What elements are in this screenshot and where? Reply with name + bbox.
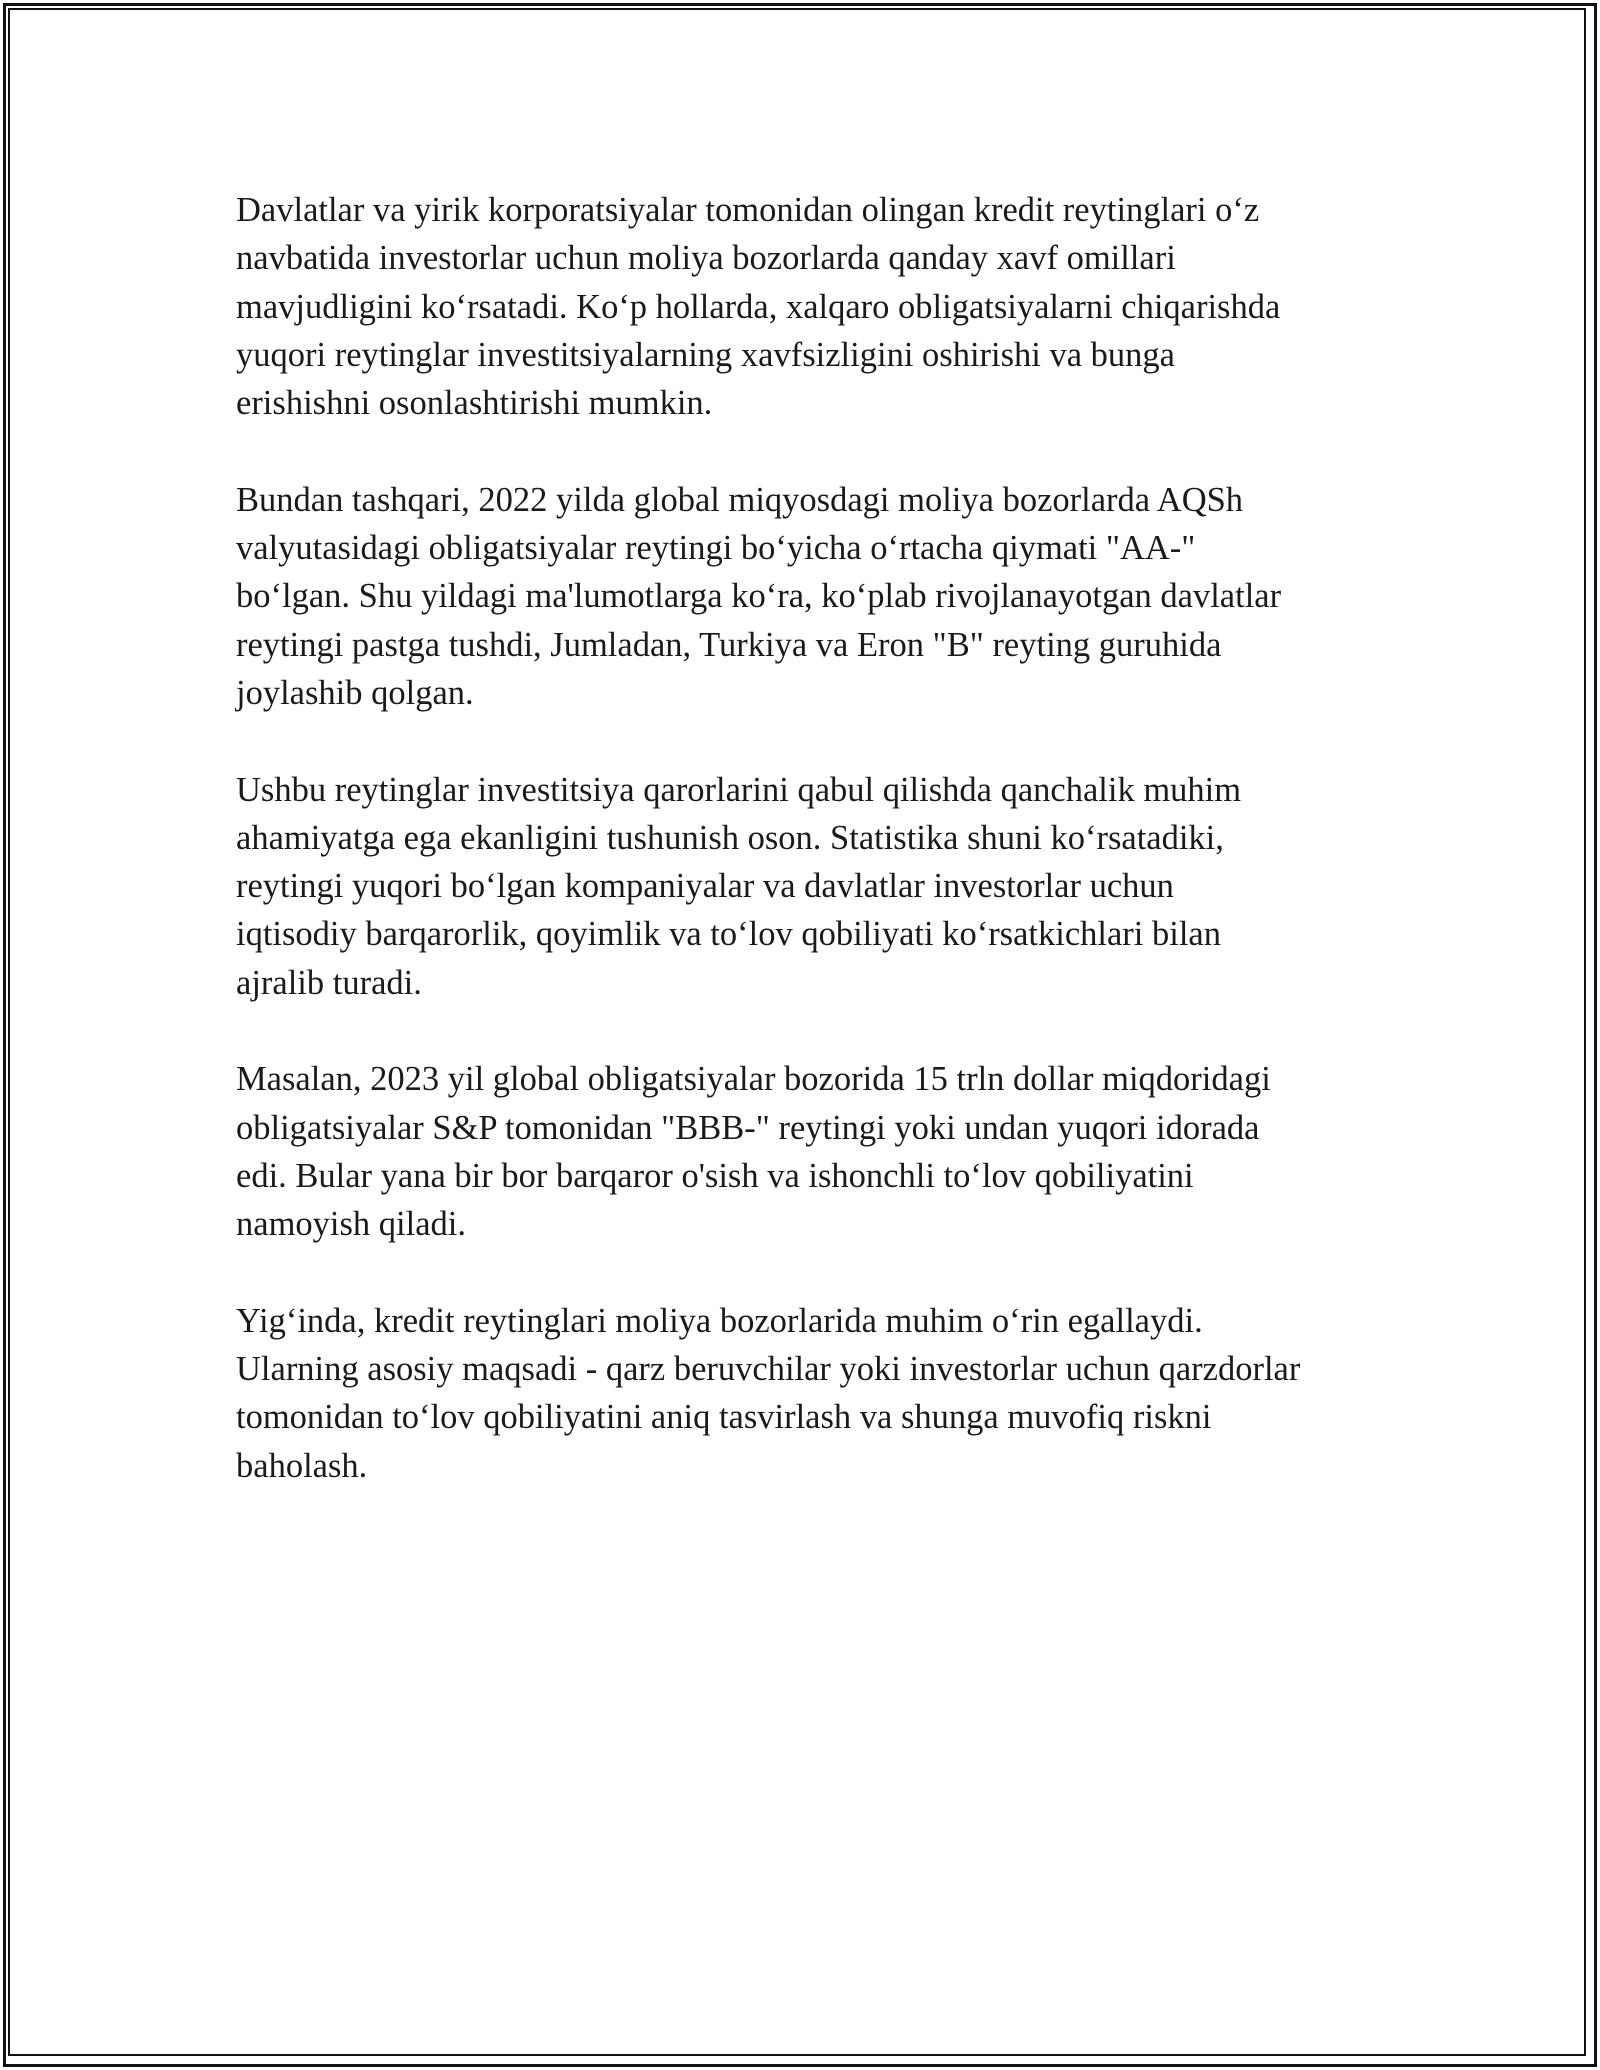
paragraph-3: Ushbu reytinglar investitsiya qarorlarini qabul qilishda qanchalik muhim ahamiyatga ega ekanligini tushunish oson. Statistika shuni ko‘rsatadiki, reytingi yuqori bo‘lgan kompaniyalar va davlatlar investorlar uchun iqtisodiy barqarorlik, qoyimlik va to‘lov qobiliyati ko‘rsatkichlari bilan ajralib turadi. xyxy=(236,770,1242,1002)
document-body xyxy=(236,186,1406,1538)
paragraph-4: Masalan, 2023 yil global obligatsiyalar bozorida 15 trln dollar miqdoridagi obligatsiyalar S&P tomonidan "BBB-" reytingi yoki undan yuqori idorada edi. Bular yana bir bor barqaror o'sish va ishonchli to‘lov qobiliyatini namoyish qiladi. xyxy=(236,1060,1271,1244)
paragraph-5: Yig‘inda, kredit reytinglari moliya bozorlarida muhim o‘rin egallaydi. Ularning asosiy maqsadi - qarz beruvchilar yoki investorlar uchun qarzdorlar tomonidan to‘lov qobiliyatini aniq tasvirlash va shunga muvofiq riskni baholash. xyxy=(236,1301,1301,1485)
paragraph-2: Bundan tashqari, 2022 yilda global miqyosdagi moliya bozorlarda AQSh valyutasidagi obligatsiyalar reytingi bo‘yicha o‘rtacha qiymati "AA-" bo‘lgan. Shu yildagi ma'lumotlarga ko‘ra, ko‘plab rivojlanayotgan davlatlar reytingi pastga tushdi, Jumladan, Turkiya va Eron "B" reyting guruhida joylashib qolgan. xyxy=(236,480,1282,712)
paragraph-1: Davlatlar va yirik korporatsiyalar tomonidan olingan kredit reytinglari o‘z navbatida investorlar uchun moliya bozorlarda qanday xavf omillari mavjudligini ko‘rsatadi. Ko‘p hollarda, xalqaro obligatsiyalarni chiqarishda yuqori reytinglar investitsiyalarning xavfsizligini oshirishi va bunga erishishni osonlashtirishi mumkin. xyxy=(236,191,1281,423)
